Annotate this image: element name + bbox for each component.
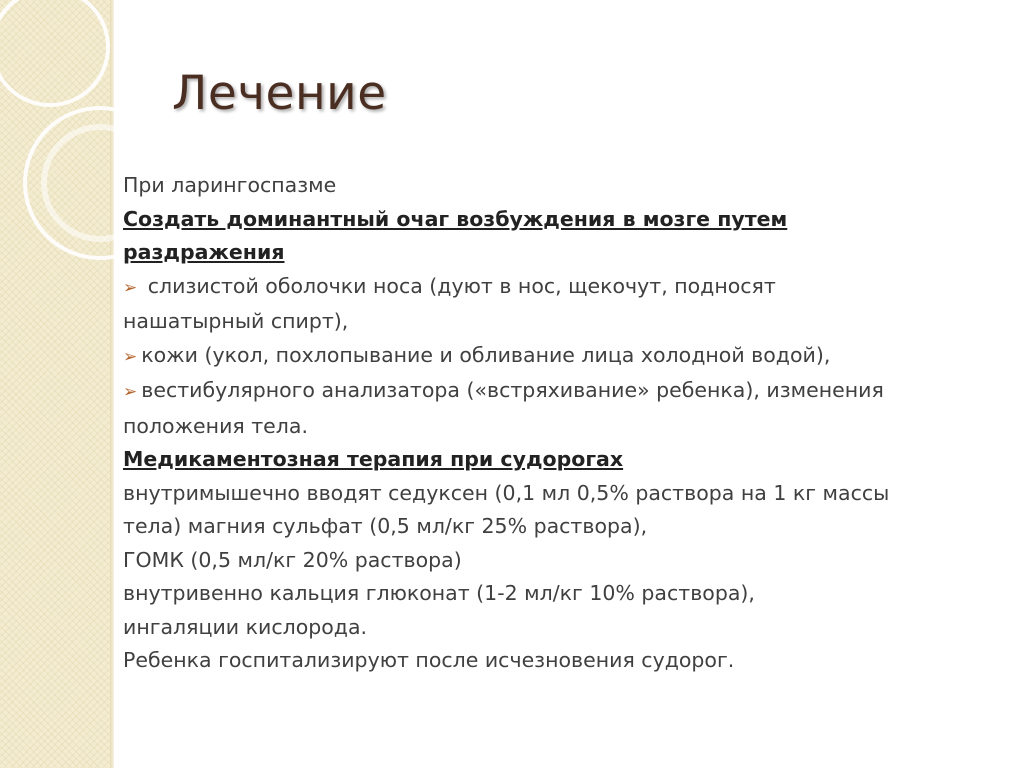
body-line-oxygen: ингаляции кислорода. (123, 614, 368, 639)
body-line-seduxen: внутримышечно вводят седуксен (0,1 мл 0,5% раствора на 1 кг массы (123, 480, 890, 505)
body-line-gomk: ГОМК (0,5 мл/кг 20% раствора) (123, 547, 462, 572)
bullet-item-text: кожи (укол, похлопывание и обливание лица холодной водой), (141, 342, 831, 367)
arrow-bullet-icon: ➢ (123, 382, 138, 402)
body-line-body-position: положения тела. (123, 413, 308, 438)
bullet-item-nasal-mucosa (123, 270, 1003, 306)
body-line-calcium: внутривенно кальция глюконат (1-2 мл/кг 10% раствора), (123, 581, 755, 605)
body-line-magnesium: тела) магния сульфат (0,5 мл/кг 25% раствора), (123, 514, 648, 538)
bullet-item-text: вестибулярного анализатора («встряхивание» ребенка), изменения (141, 378, 884, 402)
bullet-item-skin (123, 339, 1003, 375)
slide-body (123, 169, 1003, 678)
slide-title: Лечение (172, 66, 387, 121)
bullet-item-text: слизистой оболочки носа (дуют в нос, щекочут, подносят (147, 273, 776, 298)
body-line-hospitalization: Ребенка госпитализируют после исчезновения судорог. (123, 648, 735, 672)
arrow-bullet-icon: ➢ (123, 277, 138, 298)
body-line-ammonia: нашатырный спирт), (123, 309, 349, 333)
body-line-intro: При ларингоспазме (123, 173, 337, 197)
body-heading-dominant-focus: Создать доминантный очаг возбуждения в мозге путем (123, 206, 788, 231)
body-heading-dominant-focus-cont: раздражения (123, 240, 285, 264)
body-heading-drug-therapy: Медикаментозная терапия при судорогах (123, 447, 624, 471)
bullet-item-vestibular (123, 374, 1003, 410)
arrow-bullet-icon: ➢ (123, 346, 138, 367)
